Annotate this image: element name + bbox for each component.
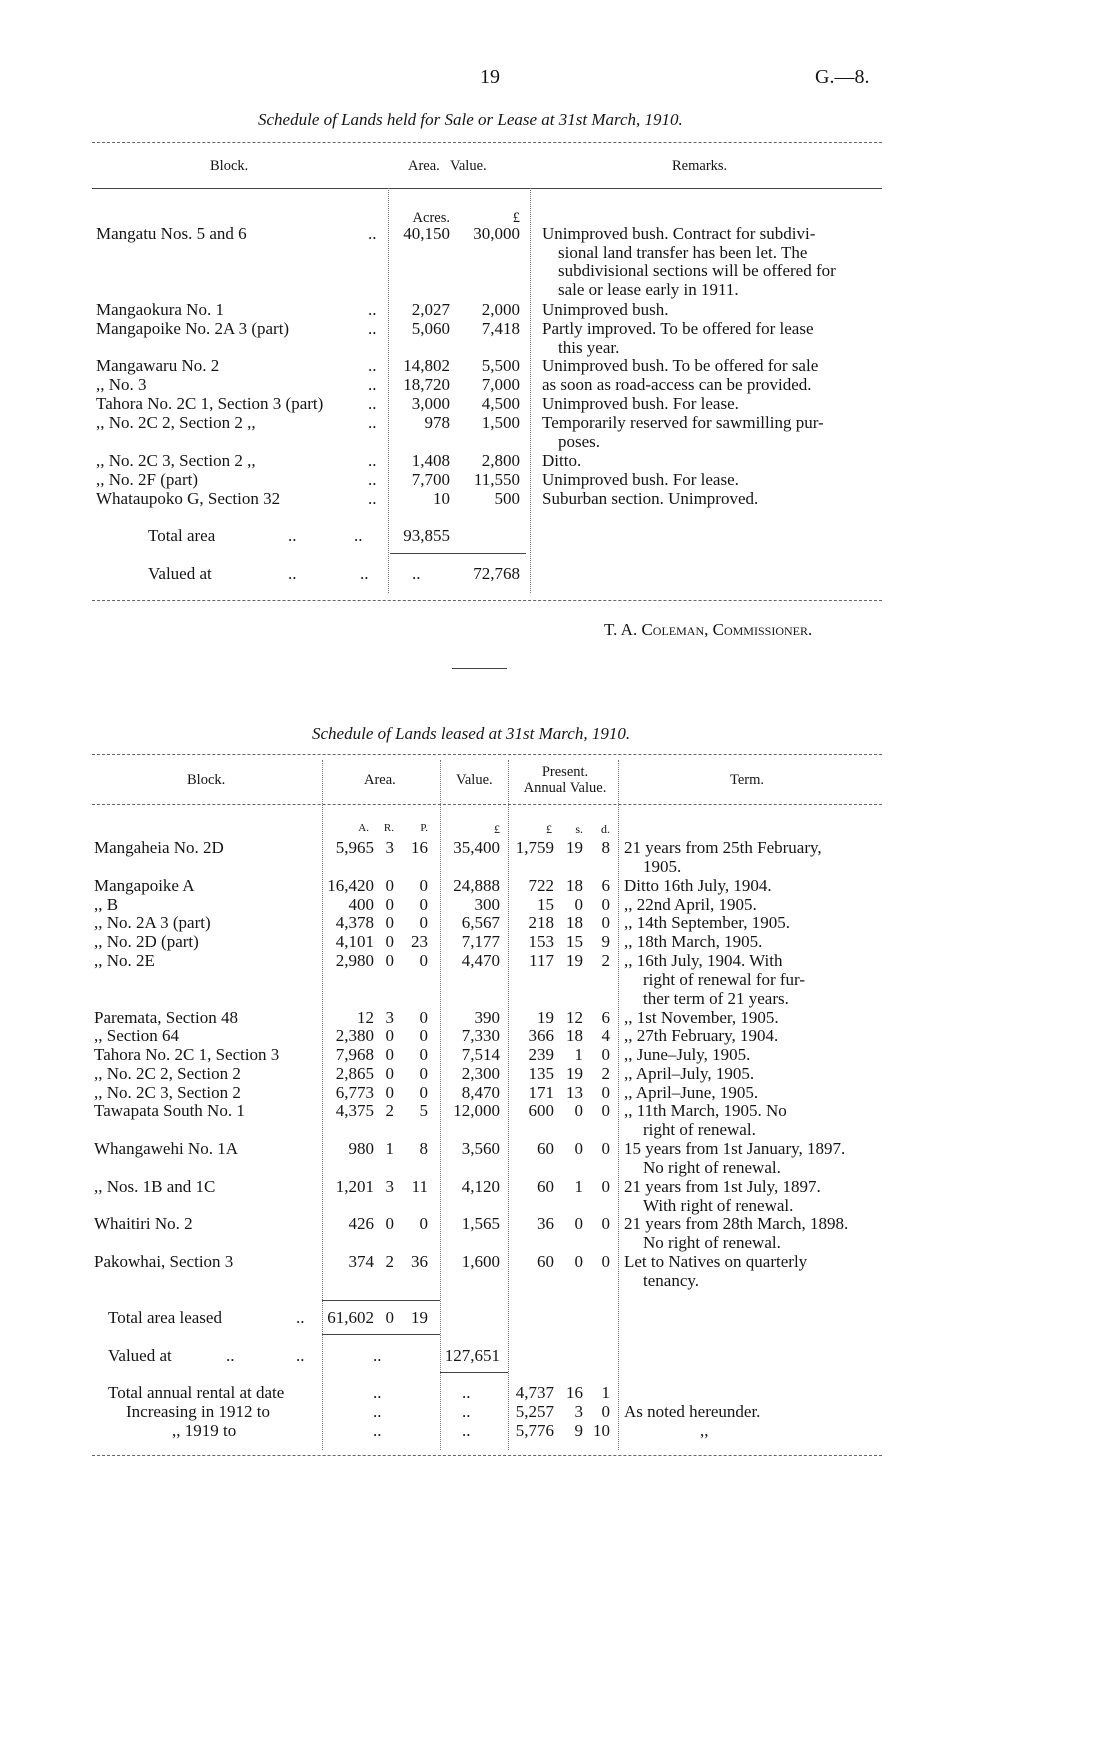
dot-leader: ..: [373, 1383, 382, 1402]
lease-row-shillings: 0: [574, 1101, 583, 1120]
lease-row-term-line: right of renewal for fur-: [643, 969, 806, 989]
sale-row-value: 2,800: [481, 451, 520, 470]
sale-row-remark-line: poses.: [558, 431, 601, 451]
lease-row-roods: 0: [385, 1064, 394, 1083]
lease-row-perches: 0: [419, 1064, 428, 1083]
rental-label: Increasing in 1912 to: [126, 1402, 270, 1421]
sale-row-value: 11,550: [473, 470, 520, 489]
unit-pence: d.: [601, 822, 610, 836]
lease-row-pounds: 600: [528, 1101, 554, 1120]
lease-row-shillings: 18: [566, 1026, 583, 1045]
lease-col-value: Value.: [456, 772, 493, 788]
lease-row-value: 35,400: [453, 838, 500, 857]
sale-unit-pounds: £: [512, 210, 520, 226]
lease-row-perches: 0: [419, 876, 428, 895]
rental-shillings: 16: [566, 1383, 583, 1402]
lease-row-block: ,, Section 64: [94, 1026, 179, 1045]
sale-row-remark-line: Temporarily reserved for sawmilling pur-: [542, 413, 824, 432]
sale-row-block: Mangaokura No. 1: [96, 300, 224, 319]
lease-row-shillings: 15: [566, 932, 583, 951]
rental-note: As noted hereunder.: [624, 1402, 761, 1421]
lease-row-perches: 5: [419, 1101, 428, 1120]
rental-shillings: 3: [574, 1402, 583, 1421]
lease-row-pounds: 722: [528, 876, 554, 895]
lease-row-perches: 0: [419, 1008, 428, 1027]
lease-row-perches: 0: [419, 913, 428, 932]
lease-row-term-line: 21 years from 1st July, 1897.: [624, 1177, 821, 1196]
lease-row-value: 300: [474, 895, 500, 914]
dot-leader: ..: [373, 1421, 382, 1440]
lease-row-value: 4,120: [461, 1177, 500, 1196]
lease-total-acres: 61,602: [327, 1308, 374, 1327]
sale-row-remark-line: sale or lease early in 1911.: [558, 280, 739, 300]
lease-row-term-line: tenancy.: [643, 1270, 700, 1290]
dot-leader: ..: [354, 526, 363, 545]
lease-row-pounds: 239: [528, 1045, 554, 1064]
dot-leader: ..: [462, 1402, 471, 1421]
lease-row-block: ,, No. 2D (part): [94, 932, 199, 951]
lease-row-pounds: 19: [537, 1008, 554, 1027]
lease-row-pence: 9: [601, 932, 610, 951]
sale-total-area: 93,855: [403, 526, 450, 545]
lease-row-perches: 0: [419, 1214, 428, 1233]
lease-row-term-line: No right of renewal.: [643, 1232, 781, 1252]
lease-row-block: Pakowhai, Section 3: [94, 1252, 234, 1271]
dot-leader: ..: [368, 375, 377, 394]
lease-row-perches: 11: [411, 1177, 428, 1196]
lease-row-term-line: 15 years from 1st January, 1897.: [624, 1139, 846, 1158]
lease-row-shillings: 18: [566, 876, 583, 895]
lease-row-block: ,, No. 2C 2, Section 2: [94, 1064, 241, 1083]
sale-total-label: Total area: [148, 526, 216, 545]
lease-row-term-line: Let to Natives on quarterly: [624, 1252, 808, 1271]
lease-row-pence: 0: [601, 1045, 610, 1064]
sale-unit-acres: Acres.: [412, 210, 450, 226]
lease-row-acres: 400: [348, 895, 374, 914]
lease-row-shillings: 19: [566, 838, 583, 857]
sale-row-area: 978: [424, 413, 450, 432]
lease-row-pence: 0: [601, 1139, 610, 1158]
lease-row-shillings: 13: [566, 1083, 583, 1102]
sale-row-area: 10: [433, 489, 450, 508]
lease-row-perches: 16: [411, 838, 428, 857]
lease-row-acres: 4,101: [335, 932, 374, 951]
sale-row-remark-line: Partly improved. To be offered for lease: [542, 319, 814, 338]
lease-row-pounds: 60: [537, 1139, 554, 1158]
dot-leader: ..: [368, 224, 377, 243]
lease-row-acres: 12: [357, 1008, 374, 1027]
dot-leader: ..: [368, 319, 377, 338]
sale-row-area: 1,408: [411, 451, 450, 470]
lease-row-pence: 8: [601, 838, 610, 857]
rental-pence: 10: [593, 1421, 610, 1440]
unit-roods: R.: [383, 822, 394, 834]
lease-row-block: ,, No. 2A 3 (part): [94, 913, 211, 932]
lease-row-shillings: 19: [566, 1064, 583, 1083]
lease-row-value: 1,565: [461, 1214, 500, 1233]
lease-row-shillings: 12: [566, 1008, 583, 1027]
lease-row-pence: 0: [601, 1214, 610, 1233]
lease-col-area: Area.: [364, 772, 396, 788]
lease-row-roods: 1: [385, 1139, 394, 1158]
sale-row-value: 30,000: [473, 224, 520, 243]
sale-row-remark-line: Suburban section. Unimproved.: [542, 489, 759, 508]
dot-leader: ..: [368, 489, 377, 508]
sale-row-remark-line: Unimproved bush. Contract for subdivi-: [542, 224, 816, 243]
lease-row-block: Tawapata South No. 1: [94, 1101, 245, 1120]
lease-row-shillings: 1: [574, 1045, 583, 1064]
sale-col-value: Value.: [450, 158, 487, 174]
lease-row-pence: 6: [601, 1008, 610, 1027]
lease-row-roods: 3: [385, 1177, 394, 1196]
lease-row-term-line: 21 years from 28th March, 1898.: [624, 1214, 849, 1233]
sale-row-remark-line: Unimproved bush. To be offered for sale: [542, 356, 819, 375]
lease-col-block: Block.: [187, 772, 226, 788]
unit-perches: P.: [420, 822, 428, 834]
lease-row-roods: 0: [385, 1214, 394, 1233]
lease-row-roods: 2: [385, 1101, 394, 1120]
lease-row-pence: 4: [601, 1026, 610, 1045]
dot-leader: ..: [288, 564, 297, 583]
dot-leader: ..: [462, 1421, 471, 1440]
sale-row-remark-line: Unimproved bush.: [542, 300, 669, 319]
sale-row-remark-line: as soon as road-access can be provided.: [542, 375, 812, 394]
sale-row-area: 40,150: [403, 224, 450, 243]
lease-row-shillings: 0: [574, 895, 583, 914]
lease-row-roods: 0: [385, 876, 394, 895]
lease-row-value: 12,000: [453, 1101, 500, 1120]
lease-row-roods: 3: [385, 838, 394, 857]
lease-row-pounds: 153: [528, 932, 554, 951]
dot-leader: ..: [296, 1308, 305, 1327]
lease-row-pence: 2: [601, 1064, 610, 1083]
sale-row-value: 1,500: [481, 413, 520, 432]
lease-row-acres: 2,865: [335, 1064, 374, 1083]
lease-row-acres: 4,375: [335, 1101, 374, 1120]
lease-row-roods: 0: [385, 951, 394, 970]
lease-row-acres: 2,380: [335, 1026, 374, 1045]
lease-row-shillings: 19: [566, 951, 583, 970]
rental-pounds: 5,257: [515, 1402, 554, 1421]
sale-row-value: 2,000: [481, 300, 520, 319]
lease-row-roods: 0: [385, 1026, 394, 1045]
unit-pounds: £: [546, 822, 552, 836]
sale-row-block: Whataupoko G, Section 32: [96, 489, 281, 508]
dot-leader: ..: [412, 564, 421, 583]
sale-row-block: Mangawaru No. 2: [96, 356, 220, 375]
lease-row-pounds: 1,759: [515, 838, 554, 857]
sale-row-remark-line: Unimproved bush. For lease.: [542, 470, 739, 489]
lease-row-block: Whangawehi No. 1A: [94, 1139, 238, 1158]
lease-row-shillings: 18: [566, 913, 583, 932]
dot-leader: ..: [368, 394, 377, 413]
dot-leader: ..: [296, 1346, 305, 1365]
lease-row-perches: 0: [419, 1026, 428, 1045]
lease-total-roods: 0: [385, 1308, 394, 1327]
lease-row-perches: 8: [419, 1139, 428, 1158]
lease-row-term-line: right of renewal.: [643, 1119, 756, 1139]
sale-row-value: 4,500: [481, 394, 520, 413]
lease-row-shillings: 0: [574, 1214, 583, 1233]
rental-shillings: 9: [574, 1421, 583, 1440]
lease-row-acres: 426: [348, 1214, 374, 1233]
lease-row-value: 24,888: [453, 876, 500, 895]
sale-schedule-title: Schedule of Lands held for Sale or Lease at 31st March, 1910.: [258, 110, 683, 129]
lease-row-pounds: 60: [537, 1177, 554, 1196]
lease-row-term-line: ,, April–June, 1905.: [624, 1083, 759, 1102]
lease-row-pounds: 366: [528, 1026, 554, 1045]
lease-row-term-line: ,, 14th September, 1905.: [624, 913, 790, 932]
sale-row-remark-line: this year.: [558, 337, 620, 357]
rental-pounds: 5,776: [515, 1421, 554, 1440]
lease-row-block: Paremata, Section 48: [94, 1008, 238, 1027]
sale-col-remarks: Remarks.: [672, 158, 728, 174]
lease-row-value: 2,300: [461, 1064, 500, 1083]
rental-note: ,,: [700, 1421, 709, 1440]
lease-valued-label: Valued at: [108, 1346, 172, 1365]
lease-row-roods: 0: [385, 1045, 394, 1064]
sale-row-area: 7,700: [411, 470, 450, 489]
dot-leader: ..: [368, 300, 377, 319]
page-number: 19: [480, 66, 500, 88]
lease-row-value: 6,567: [461, 913, 500, 932]
lease-row-term-line: ther term of 21 years.: [643, 988, 789, 1008]
lease-row-acres: 4,378: [335, 913, 374, 932]
dot-leader: ..: [368, 413, 377, 432]
commissioner-signature: T. A. Coleman, Commissioner.: [604, 620, 813, 639]
lease-row-term-line: ,, June–July, 1905.: [624, 1045, 751, 1064]
sale-row-block: Mangatu Nos. 5 and 6: [96, 224, 247, 243]
lease-row-pounds: 117: [529, 951, 554, 970]
lease-row-term-line: 21 years from 25th February,: [624, 838, 822, 857]
sale-row-area: 2,027: [411, 300, 450, 319]
lease-row-pence: 0: [601, 1177, 610, 1196]
sale-valued-label: Valued at: [148, 564, 212, 583]
lease-row-perches: 0: [419, 1045, 428, 1064]
lease-col-term: Term.: [730, 772, 765, 788]
lease-row-value: 3,560: [461, 1139, 500, 1158]
lease-valued-at: 127,651: [444, 1346, 500, 1365]
lease-row-block: ,, No. 2C 3, Section 2: [94, 1083, 241, 1102]
dot-leader: ..: [462, 1383, 471, 1402]
lease-row-term-line: With right of renewal.: [643, 1195, 794, 1215]
lease-row-term-line: ,, 1st November, 1905.: [624, 1008, 779, 1027]
sale-row-value: 500: [494, 489, 520, 508]
lease-row-pounds: 135: [528, 1064, 554, 1083]
lease-row-term-line: ,, 27th February, 1904.: [624, 1026, 779, 1045]
sale-row-remark-line: sional land transfer has been let. The: [558, 242, 808, 262]
sale-row-area: 18,720: [403, 375, 450, 394]
sale-row-remark-line: Ditto.: [542, 451, 582, 470]
lease-row-term-line: 1905.: [643, 856, 682, 876]
lease-col-present: Present.: [541, 764, 589, 780]
lease-row-pence: 0: [601, 1101, 610, 1120]
lease-row-pence: 0: [601, 895, 610, 914]
document-code: G.—8.: [815, 66, 870, 88]
lease-row-pence: 0: [601, 1252, 610, 1271]
lease-row-pounds: 15: [537, 895, 554, 914]
lease-row-value: 7,330: [461, 1026, 500, 1045]
lease-row-term-line: Ditto 16th July, 1904.: [624, 876, 772, 895]
lease-row-perches: 0: [419, 895, 428, 914]
lease-row-roods: 0: [385, 913, 394, 932]
sale-row-value: 5,500: [481, 356, 520, 375]
sale-row-block: ,, No. 3: [96, 375, 147, 394]
sale-row-area: 5,060: [411, 319, 450, 338]
dot-leader: ..: [226, 1346, 235, 1365]
lease-row-value: 4,470: [461, 951, 500, 970]
lease-row-value: 7,177: [461, 932, 500, 951]
lease-row-roods: 3: [385, 1008, 394, 1027]
lease-row-value: 390: [474, 1008, 500, 1027]
dot-leader: ..: [368, 470, 377, 489]
sale-valued-at: 72,768: [473, 564, 520, 583]
sale-row-value: 7,418: [481, 319, 520, 338]
dot-leader: ..: [288, 526, 297, 545]
lease-row-pence: 6: [601, 876, 610, 895]
lease-row-perches: 23: [411, 932, 428, 951]
unit-acres: A.: [358, 822, 369, 834]
lease-row-block: ,, B: [94, 895, 119, 914]
lease-row-block: ,, Nos. 1B and 1C: [94, 1177, 216, 1196]
lease-row-value: 1,600: [461, 1252, 500, 1271]
dot-leader: ..: [368, 356, 377, 375]
sale-row-value: 7,000: [481, 375, 520, 394]
sale-row-area: 14,802: [403, 356, 450, 375]
lease-row-value: 7,514: [461, 1045, 500, 1064]
lease-row-term-line: ,, 11th March, 1905. No: [624, 1101, 787, 1120]
lease-row-pence: 2: [601, 951, 610, 970]
lease-row-acres: 980: [348, 1139, 374, 1158]
unit-shillings: s.: [575, 822, 583, 836]
lease-row-shillings: 1: [574, 1177, 583, 1196]
lease-row-pounds: 171: [528, 1083, 554, 1102]
lease-row-value: 8,470: [461, 1083, 500, 1102]
rental-label: ,, 1919 to: [172, 1421, 237, 1440]
lease-row-perches: 0: [419, 951, 428, 970]
sale-row-remark-line: Unimproved bush. For lease.: [542, 394, 739, 413]
lease-row-pence: 0: [601, 1083, 610, 1102]
lease-row-roods: 0: [385, 1083, 394, 1102]
lease-row-perches: 36: [411, 1252, 428, 1271]
sale-col-area: Area.: [408, 158, 440, 174]
sale-col-block: Block.: [210, 158, 249, 174]
lease-row-block: Mangaheia No. 2D: [94, 838, 224, 857]
lease-row-shillings: 0: [574, 1252, 583, 1271]
lease-row-term-line: ,, 18th March, 1905.: [624, 932, 763, 951]
lease-row-block: Whaitiri No. 2: [94, 1214, 193, 1233]
lease-row-acres: 2,980: [335, 951, 374, 970]
lease-row-acres: 6,773: [335, 1083, 374, 1102]
lease-row-acres: 16,420: [327, 876, 374, 895]
sale-row-block: Tahora No. 2C 1, Section 3 (part): [96, 394, 324, 413]
rental-pence: 0: [601, 1402, 610, 1421]
lease-col-annual-value: Annual Value.: [523, 780, 607, 796]
lease-row-block: Tahora No. 2C 1, Section 3: [94, 1045, 280, 1064]
dot-leader: ..: [368, 451, 377, 470]
lease-row-shillings: 0: [574, 1139, 583, 1158]
lease-total-perches: 19: [411, 1308, 428, 1327]
sale-row-block: ,, No. 2C 2, Section 2 ,,: [96, 413, 256, 432]
rental-label: Total annual rental at date: [108, 1383, 285, 1402]
lease-row-pounds: 60: [537, 1252, 554, 1271]
lease-schedule-title: Schedule of Lands leased at 31st March, 1910.: [312, 724, 631, 743]
sale-row-block: Mangapoike No. 2A 3 (part): [96, 319, 290, 338]
dot-leader: ..: [360, 564, 369, 583]
lease-row-term-line: ,, 22nd April, 1905.: [624, 895, 757, 914]
lease-row-acres: 374: [348, 1252, 374, 1271]
lease-row-acres: 7,968: [335, 1045, 374, 1064]
sale-row-area: 3,000: [411, 394, 450, 413]
lease-row-roods: 0: [385, 932, 394, 951]
lease-row-term-line: No right of renewal.: [643, 1157, 781, 1177]
rental-pounds: 4,737: [515, 1383, 554, 1402]
lease-row-acres: 5,965: [335, 838, 374, 857]
lease-row-block: ,, No. 2E: [94, 951, 155, 970]
lease-row-roods: 0: [385, 895, 394, 914]
dot-leader: ..: [373, 1346, 382, 1365]
dot-leader: ..: [373, 1402, 382, 1421]
lease-row-term-line: ,, 16th July, 1904. With: [624, 951, 783, 970]
lease-row-term-line: ,, April–July, 1905.: [624, 1064, 755, 1083]
lease-row-pounds: 36: [537, 1214, 554, 1233]
lease-row-block: Mangapoike A: [94, 876, 195, 895]
lease-row-roods: 2: [385, 1252, 394, 1271]
sale-row-block: ,, No. 2C 3, Section 2 ,,: [96, 451, 256, 470]
lease-row-pence: 0: [601, 913, 610, 932]
unit-value-pounds: £: [494, 822, 500, 836]
sale-row-block: ,, No. 2F (part): [96, 470, 198, 489]
lease-total-label: Total area leased: [108, 1308, 222, 1327]
rental-pence: 1: [601, 1383, 610, 1402]
lease-row-acres: 1,201: [335, 1177, 374, 1196]
sale-row-remark-line: subdivisional sections will be offered for: [558, 261, 836, 281]
lease-row-perches: 0: [419, 1083, 428, 1102]
lease-row-pounds: 218: [528, 913, 554, 932]
